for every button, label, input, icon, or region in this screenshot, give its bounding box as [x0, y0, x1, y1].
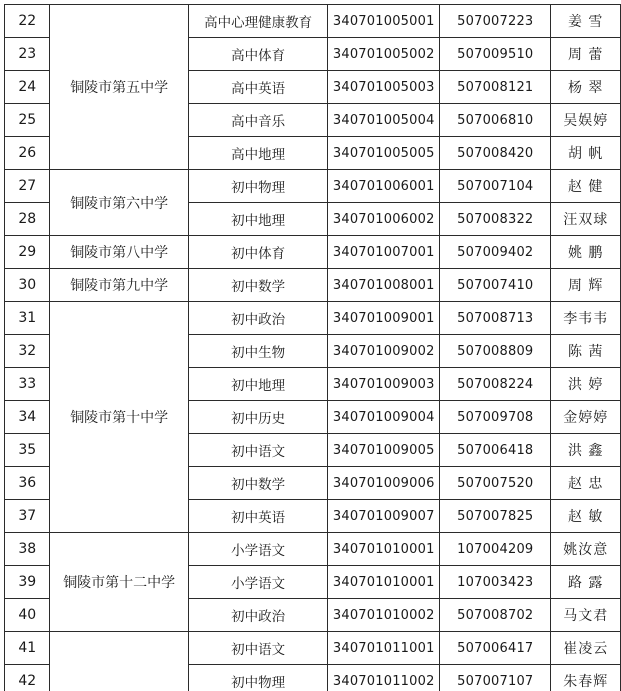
exam-number-cell: 507007107 [440, 665, 551, 691]
subject-cell: 初中物理 [188, 170, 327, 203]
row-number-cell: 30 [5, 269, 50, 302]
subject-cell: 初中地理 [188, 368, 327, 401]
position-code-cell: 340701005005 [328, 137, 440, 170]
position-code-cell: 340701009006 [328, 467, 440, 500]
row-number-cell: 41 [5, 632, 50, 665]
subject-cell: 小学语文 [188, 566, 327, 599]
exam-number-cell: 507007223 [440, 5, 551, 38]
subject-cell: 初中数学 [188, 467, 327, 500]
candidate-name-cell: 李韦韦 [551, 302, 621, 335]
row-number-cell: 38 [5, 533, 50, 566]
subject-cell: 初中地理 [188, 203, 327, 236]
row-number-cell: 33 [5, 368, 50, 401]
row-number-cell: 27 [5, 170, 50, 203]
results-table [4, 4, 621, 691]
school-name-cell: 铜陵市第十中学 [50, 302, 188, 533]
position-code-cell: 340701009002 [328, 335, 440, 368]
subject-cell: 高中体育 [188, 38, 327, 71]
subject-cell: 初中数学 [188, 269, 327, 302]
exam-number-cell: 507009402 [440, 236, 551, 269]
row-number-cell: 22 [5, 5, 50, 38]
subject-cell: 高中心理健康教育 [188, 5, 327, 38]
exam-number-cell: 507007104 [440, 170, 551, 203]
candidate-name-cell: 崔凌云 [551, 632, 621, 665]
row-number-cell: 26 [5, 137, 50, 170]
row-number-cell: 31 [5, 302, 50, 335]
candidate-name-cell: 赵 忠 [551, 467, 621, 500]
subject-cell: 初中政治 [188, 599, 327, 632]
subject-cell: 初中语文 [188, 434, 327, 467]
subject-cell: 初中体育 [188, 236, 327, 269]
school-name-cell: 铜陵市第十二中学 [50, 533, 188, 632]
row-number-cell: 29 [5, 236, 50, 269]
position-code-cell: 340701008001 [328, 269, 440, 302]
table-row [5, 269, 621, 302]
exam-number-cell: 107004209 [440, 533, 551, 566]
subject-cell: 高中音乐 [188, 104, 327, 137]
row-number-cell: 34 [5, 401, 50, 434]
subject-cell: 高中英语 [188, 71, 327, 104]
exam-number-cell: 507009708 [440, 401, 551, 434]
position-code-cell: 340701006001 [328, 170, 440, 203]
exam-number-cell: 507006418 [440, 434, 551, 467]
subject-cell: 初中历史 [188, 401, 327, 434]
subject-cell: 小学语文 [188, 533, 327, 566]
position-code-cell: 340701011002 [328, 665, 440, 691]
row-number-cell: 24 [5, 71, 50, 104]
candidate-name-cell: 吴娱婷 [551, 104, 621, 137]
exam-number-cell: 507008809 [440, 335, 551, 368]
position-code-cell: 340701009001 [328, 302, 440, 335]
candidate-name-cell: 赵 敏 [551, 500, 621, 533]
school-name-cell: 铜陵市第五中学 [50, 5, 188, 170]
subject-cell: 初中生物 [188, 335, 327, 368]
row-number-cell: 36 [5, 467, 50, 500]
exam-number-cell: 507008121 [440, 71, 551, 104]
table-row [5, 632, 621, 665]
candidate-name-cell: 杨 翠 [551, 71, 621, 104]
exam-number-cell: 507008713 [440, 302, 551, 335]
candidate-name-cell: 胡 帆 [551, 137, 621, 170]
subject-cell: 初中物理 [188, 665, 327, 691]
table-row [5, 5, 621, 38]
row-number-cell: 42 [5, 665, 50, 691]
position-code-cell: 340701010001 [328, 533, 440, 566]
candidate-name-cell: 周 辉 [551, 269, 621, 302]
candidate-name-cell: 姚汝意 [551, 533, 621, 566]
exam-number-cell: 507007825 [440, 500, 551, 533]
table-row [5, 302, 621, 335]
exam-number-cell: 507007520 [440, 467, 551, 500]
row-number-cell: 32 [5, 335, 50, 368]
exam-number-cell: 107003423 [440, 566, 551, 599]
candidate-name-cell: 陈 茜 [551, 335, 621, 368]
exam-number-cell: 507008224 [440, 368, 551, 401]
position-code-cell: 340701010002 [328, 599, 440, 632]
table-row [5, 236, 621, 269]
exam-number-cell: 507008702 [440, 599, 551, 632]
candidate-name-cell: 周 蕾 [551, 38, 621, 71]
exam-number-cell: 507008322 [440, 203, 551, 236]
subject-cell: 初中英语 [188, 500, 327, 533]
candidate-name-cell: 姚 鹏 [551, 236, 621, 269]
table-row [5, 533, 621, 566]
candidate-name-cell: 朱春辉 [551, 665, 621, 691]
candidate-name-cell: 金婷婷 [551, 401, 621, 434]
exam-number-cell: 507006417 [440, 632, 551, 665]
exam-number-cell: 507007410 [440, 269, 551, 302]
results-table-body [5, 5, 621, 691]
position-code-cell: 340701005003 [328, 71, 440, 104]
subject-cell: 高中地理 [188, 137, 327, 170]
subject-cell: 初中语文 [188, 632, 327, 665]
exam-number-cell: 507008420 [440, 137, 551, 170]
candidate-name-cell: 路 露 [551, 566, 621, 599]
position-code-cell: 340701009007 [328, 500, 440, 533]
school-name-cell [50, 632, 188, 691]
candidate-name-cell: 洪 婷 [551, 368, 621, 401]
candidate-name-cell: 汪双球 [551, 203, 621, 236]
exam-number-cell: 507006810 [440, 104, 551, 137]
position-code-cell: 340701005002 [328, 38, 440, 71]
table-row [5, 170, 621, 203]
position-code-cell: 340701007001 [328, 236, 440, 269]
position-code-cell: 340701006002 [328, 203, 440, 236]
exam-number-cell: 507009510 [440, 38, 551, 71]
position-code-cell: 340701010001 [328, 566, 440, 599]
row-number-cell: 39 [5, 566, 50, 599]
row-number-cell: 35 [5, 434, 50, 467]
position-code-cell: 340701009005 [328, 434, 440, 467]
position-code-cell: 340701009003 [328, 368, 440, 401]
candidate-name-cell: 马文君 [551, 599, 621, 632]
school-name-cell: 铜陵市第八中学 [50, 236, 188, 269]
row-number-cell: 23 [5, 38, 50, 71]
position-code-cell: 340701011001 [328, 632, 440, 665]
row-number-cell: 25 [5, 104, 50, 137]
candidate-name-cell: 姜 雪 [551, 5, 621, 38]
subject-cell: 初中政治 [188, 302, 327, 335]
row-number-cell: 37 [5, 500, 50, 533]
row-number-cell: 28 [5, 203, 50, 236]
candidate-name-cell: 赵 健 [551, 170, 621, 203]
position-code-cell: 340701009004 [328, 401, 440, 434]
candidate-name-cell: 洪 鑫 [551, 434, 621, 467]
row-number-cell: 40 [5, 599, 50, 632]
school-name-cell: 铜陵市第六中学 [50, 170, 188, 236]
position-code-cell: 340701005001 [328, 5, 440, 38]
school-name-cell: 铜陵市第九中学 [50, 269, 188, 302]
position-code-cell: 340701005004 [328, 104, 440, 137]
